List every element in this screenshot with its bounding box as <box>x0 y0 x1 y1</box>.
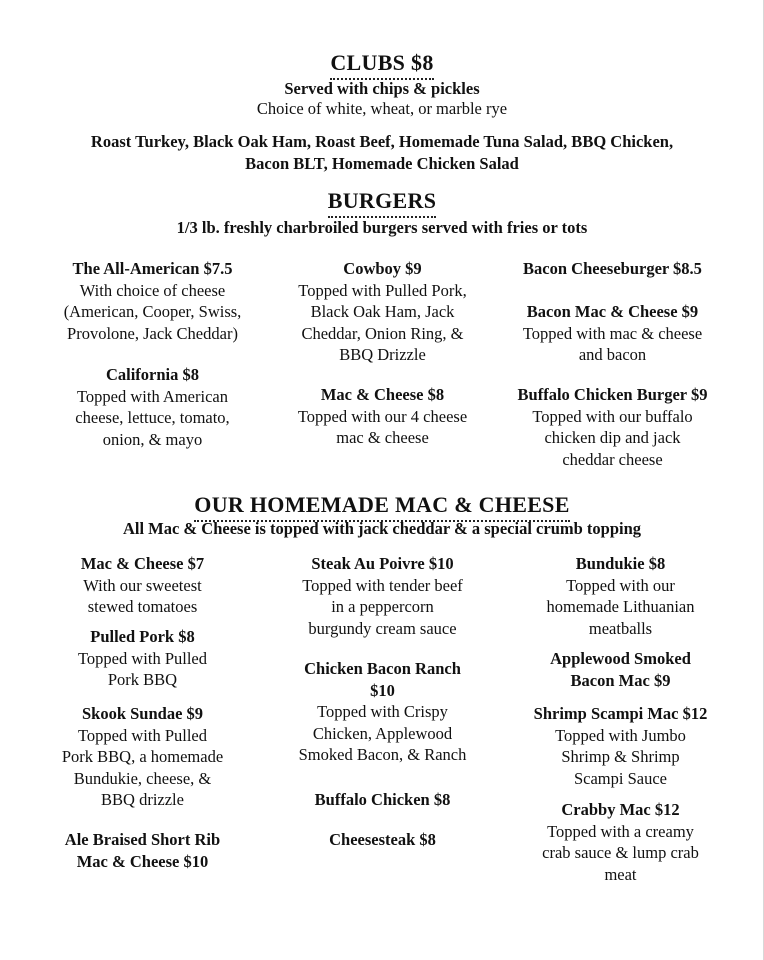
item-name: Chicken Bacon Ranch <box>304 659 461 678</box>
menu-item <box>500 258 725 280</box>
menu-item <box>270 658 495 766</box>
menu-item <box>30 703 255 811</box>
item-desc: Pork BBQ, a homemade <box>61 747 224 766</box>
menu-item <box>270 258 495 366</box>
item-desc: crab sauce & lump crab <box>542 843 699 862</box>
item-name: Bundukie $8 <box>575 554 666 573</box>
item-desc: Chicken, Applewood <box>312 723 453 743</box>
item-desc: stewed tomatoes <box>87 597 198 616</box>
item-desc: BBQ Drizzle <box>339 345 426 364</box>
menu-item <box>270 553 495 639</box>
item-desc: burgundy cream sauce <box>308 618 457 638</box>
item-name: The All-American $7.5 <box>72 259 233 278</box>
menu-item <box>508 799 733 885</box>
menu-item <box>40 364 265 450</box>
clubs-title: CLUBS $8 <box>0 50 764 80</box>
clubs-bread-choice: Choice of white, wheat, or marble rye <box>256 99 508 118</box>
item-name: Shrimp Scampi Mac $12 <box>533 704 708 723</box>
menu-item <box>30 626 255 691</box>
item-desc: Provolone, Jack Cheddar) <box>67 323 238 343</box>
item-desc: Topped with American <box>77 386 228 406</box>
item-name: Bacon Mac & Cheese $9 <box>526 302 699 321</box>
mac-subtitle: All Mac & Cheese is topped with jack cheddar & a special crumb topping <box>122 519 642 538</box>
item-desc: BBQ drizzle <box>101 790 184 809</box>
item-desc: Topped with Jumbo <box>555 725 686 745</box>
item-desc: Topped with tender beef <box>302 575 463 595</box>
item-name: Pulled Pork $8 <box>90 627 195 646</box>
item-name: Ale Braised Short Rib <box>64 830 221 849</box>
item-desc: (American, Cooper, Swiss, <box>63 302 242 321</box>
menu-item <box>500 301 725 366</box>
item-name: Steak Au Poivre $10 <box>311 554 454 573</box>
item-desc: Topped with our 4 cheese <box>297 406 468 426</box>
item-desc: homemade Lithuanian <box>546 597 695 616</box>
item-desc: Topped with a creamy <box>547 821 694 841</box>
item-name: Skook Sundae $9 <box>81 704 204 723</box>
item-desc: chicken dip and jack <box>544 428 681 447</box>
item-desc: Bundukie, cheese, & <box>73 768 212 788</box>
item-desc: Black Oak Ham, Jack <box>310 302 455 321</box>
clubs-list-line1: Roast Turkey, Black Oak Ham, Roast Beef, Homemade Tuna Salad, BBQ Chicken, <box>90 132 674 151</box>
item-desc: Topped with mac & cheese <box>522 323 703 343</box>
item-name: Buffalo Chicken $8 <box>314 790 451 809</box>
item-desc: Topped with our <box>566 575 675 595</box>
item-name: Buffalo Chicken Burger $9 <box>517 385 708 404</box>
item-name: Bacon Cheeseburger $8.5 <box>523 259 702 278</box>
menu-item <box>40 258 265 344</box>
item-desc: Cheddar, Onion Ring, & <box>301 323 464 343</box>
item-desc: Topped with our buffalo <box>532 406 693 426</box>
item-desc: Topped with Crispy <box>317 702 448 721</box>
item-desc: mac & cheese <box>336 428 429 447</box>
menu-item <box>270 789 495 811</box>
item-desc: With choice of cheese <box>79 280 226 300</box>
burgers-title: BURGERS <box>0 188 764 218</box>
item-desc: Shrimp & Shrimp <box>561 747 680 766</box>
menu-item <box>500 384 725 470</box>
menu-item <box>30 829 255 872</box>
item-desc: Smoked Bacon, & Ranch <box>298 745 467 764</box>
menu-item <box>508 648 733 691</box>
item-desc: cheddar cheese <box>562 449 663 469</box>
item-desc: Pork BBQ <box>107 670 178 689</box>
item-desc: meat <box>604 864 637 884</box>
item-name: Mac & Cheese $7 <box>80 554 205 573</box>
item-name: California $8 <box>105 365 200 384</box>
burgers-subtitle: 1/3 lb. freshly charbroiled burgers served with fries or tots <box>176 218 588 237</box>
item-name-line2: Mac & Cheese $10 <box>76 851 209 871</box>
item-desc: in a peppercorn <box>331 597 434 616</box>
menu-item <box>270 384 495 449</box>
item-desc: Topped with Pulled Pork, <box>298 280 467 300</box>
item-name: Cowboy $9 <box>343 259 422 278</box>
menu-item <box>508 553 733 639</box>
item-desc: and bacon <box>578 345 647 364</box>
clubs-list-line2: Bacon BLT, Homemade Chicken Salad <box>245 154 519 173</box>
item-desc: Topped with Pulled <box>77 725 207 745</box>
item-name-line2: Bacon Mac $9 <box>570 670 671 690</box>
item-name: Mac & Cheese $8 <box>320 385 445 404</box>
item-name: Cheesesteak $8 <box>329 830 436 849</box>
item-desc: meatballs <box>588 618 653 638</box>
item-desc: cheese, lettuce, tomato, <box>75 408 230 427</box>
menu-item <box>30 553 255 618</box>
item-desc: With our sweetest <box>83 575 202 595</box>
item-name-line2: $10 <box>370 680 395 700</box>
menu-item <box>508 703 733 789</box>
clubs-subtitle: Served with chips & pickles <box>284 79 480 98</box>
menu-item <box>270 829 495 851</box>
item-desc: Scampi Sauce <box>573 768 667 788</box>
mac-title: OUR HOMEMADE MAC & CHEESE <box>0 492 764 522</box>
item-name: Crabby Mac $12 <box>561 800 680 819</box>
item-name: Applewood Smoked <box>550 649 691 668</box>
item-desc: Topped with Pulled <box>77 648 207 668</box>
item-desc: onion, & mayo <box>102 429 203 449</box>
